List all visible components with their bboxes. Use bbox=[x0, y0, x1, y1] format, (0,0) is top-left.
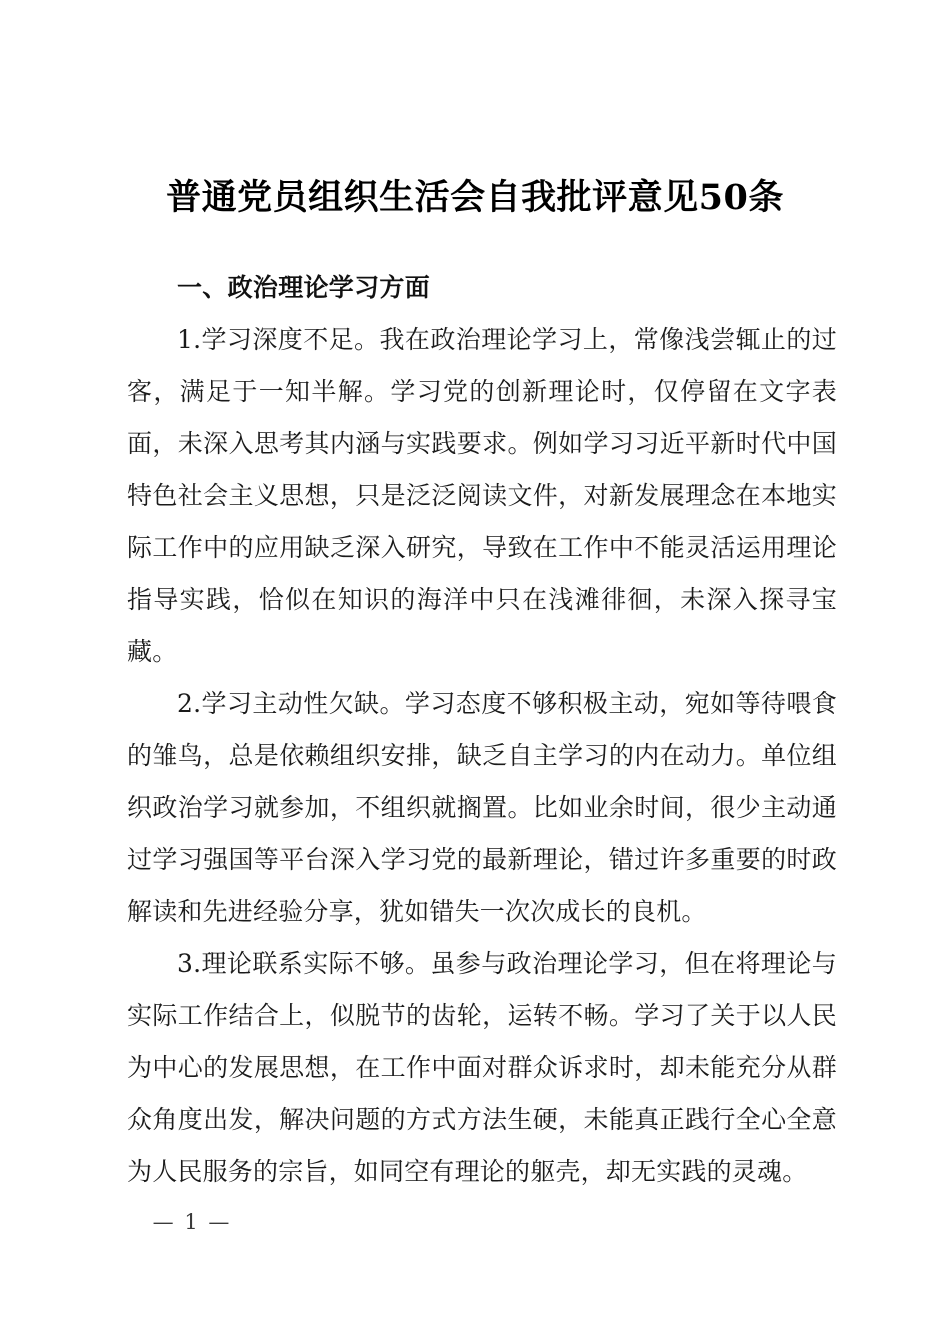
paragraph-3: 3.理论联系实际不够。虽参与政治理论学习，但在将理论与实际工作结合上，似脱节的齿轮，运转不畅。学习了关于以人民为中心的发展思想，在工作中面对群众诉求时，却未能充分从群众角度出发，解决问题的方式方法生硬，未能真正践行全心全意为人民服务的宗旨，如同空有理论的躯壳，却无实践的灵魂。 bbox=[127, 949, 837, 1186]
section-heading-1: 一、政治理论学习方面 bbox=[177, 273, 431, 302]
paragraph-2: 2.学习主动性欠缺。学习态度不够积极主动，宛如等待喂食的雏鸟，总是依赖组织安排，缺乏自主学习的内在动力。单位组织政治学习就参加，不组织就搁置。比如业余时间，很少主动通过学习强国等平台深入学习党的最新理论，错过许多重要的时政解读和先进经验分享，犹如错失一次次成长的良机。 bbox=[127, 689, 837, 926]
paragraph-1: 1.学习深度不足。我在政治理论学习上，常像浅尝辄止的过客，满足于一知半解。学习党的创新理论时，仅停留在文字表面，未深入思考其内涵与实践要求。例如学习习近平新时代中国特色社会主义思想，只是泛泛阅读文件，对新发展理念在本地实际工作中的应用缺乏深入研究，导致在工作中不能灵活运用理论指导实践，恰似在知识的海洋中只在浅滩徘徊，未深入探寻宝藏。 bbox=[127, 325, 837, 666]
page-title: 普通党员组织生活会自我批评意见50条 bbox=[166, 177, 784, 219]
document-body bbox=[127, 262, 837, 1198]
page-number-footer: — 1 — bbox=[152, 1210, 232, 1234]
